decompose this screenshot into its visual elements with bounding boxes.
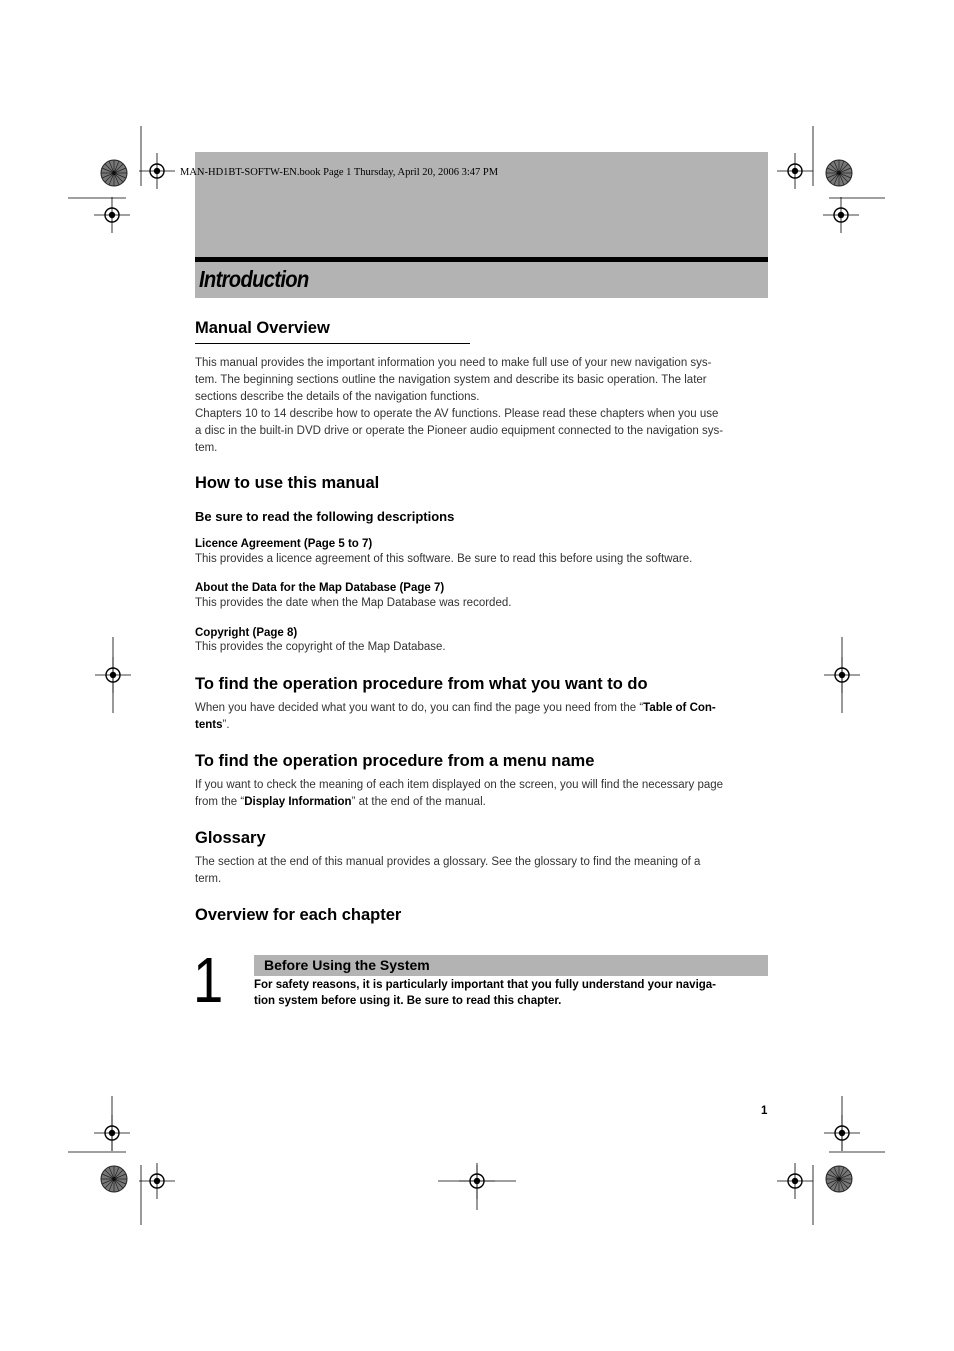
text-line: The section at the end of this manual provides a glossary. See the glossary to find the meaning of a (195, 856, 701, 868)
toc-reference-cont: tents (195, 719, 223, 731)
text-line: If you want to check the meaning of each item displayed on the screen, you will find the necessary page (195, 779, 724, 791)
text-span: When you have decided what you want to do, you can find the page you need from the “ (195, 702, 644, 714)
manual-overview-text (195, 355, 770, 457)
item-text-copyright: This provides the copyright of the Map Database. (195, 641, 446, 653)
item-title-copyright: Copyright (Page 8) (195, 627, 298, 639)
text-span: ” at the end of the manual. (351, 796, 486, 808)
text-line: a disc in the built-in DVD drive or operate the Pioneer audio equipment connected to the navigation sys- (195, 425, 724, 437)
section-heading-manual-overview: Manual Overview (195, 319, 330, 337)
text-line: sections describe the details of the navigation functions. (195, 391, 480, 403)
text-line: tion system before using it. Be sure to read this chapter. (254, 995, 562, 1007)
section-heading-chapter-overview: Overview for each chapter (195, 906, 402, 924)
text-line: For safety reasons, it is particularly important that you fully understand your naviga- (254, 979, 717, 991)
chapter-number: 1 (193, 944, 224, 1016)
item-text-map-data: This provides the date when the Map Database was recorded. (195, 597, 512, 609)
text-line: tem. The beginning sections outline the navigation system and describe its basic operation. The later (195, 374, 707, 386)
subheading-read-descriptions: Be sure to read the following descriptions (195, 509, 455, 524)
text-span: from the “ (195, 796, 245, 808)
section-heading-how-to-use: How to use this manual (195, 474, 380, 492)
text-line: term. (195, 873, 222, 885)
section-heading-find-by-menu: To find the operation procedure from a menu name (195, 752, 595, 770)
page-title: Introduction (199, 266, 309, 292)
item-title-map-data: About the Data for the Map Database (Page 7) (195, 582, 445, 594)
page-number: 1 (761, 1105, 768, 1117)
header-rule (195, 257, 768, 262)
text-line: This manual provides the important information you need to make full use of your new navigation sys- (195, 357, 712, 369)
text-line: tem. (195, 442, 218, 454)
text-span: ”. (222, 719, 230, 731)
toc-reference: Table of Con- (643, 702, 716, 714)
print-info-line: MAN-HD1BT-SOFTW-EN.book Page 1 Thursday, April 20, 2006 3:47 PM (180, 167, 499, 178)
section-heading-underline (195, 343, 470, 344)
text-line (195, 794, 770, 811)
display-info-reference: Display Information (244, 796, 352, 808)
item-text-licence: This provides a licence agreement of this software. Be sure to read this before using the software. (195, 553, 693, 565)
chapter-title: Before Using the System (264, 957, 430, 973)
section-heading-find-by-task: To find the operation procedure from what you want to do (195, 675, 648, 693)
text-line: Chapters 10 to 14 describe how to operate the AV functions. Please read these chapters when you use (195, 408, 719, 420)
find-by-task-text (195, 700, 770, 734)
section-heading-glossary: Glossary (195, 829, 266, 847)
item-title-licence: Licence Agreement (Page 5 to 7) (195, 538, 373, 550)
find-by-menu-text (195, 777, 770, 811)
chapter-description (254, 977, 770, 1009)
glossary-text (195, 854, 770, 888)
